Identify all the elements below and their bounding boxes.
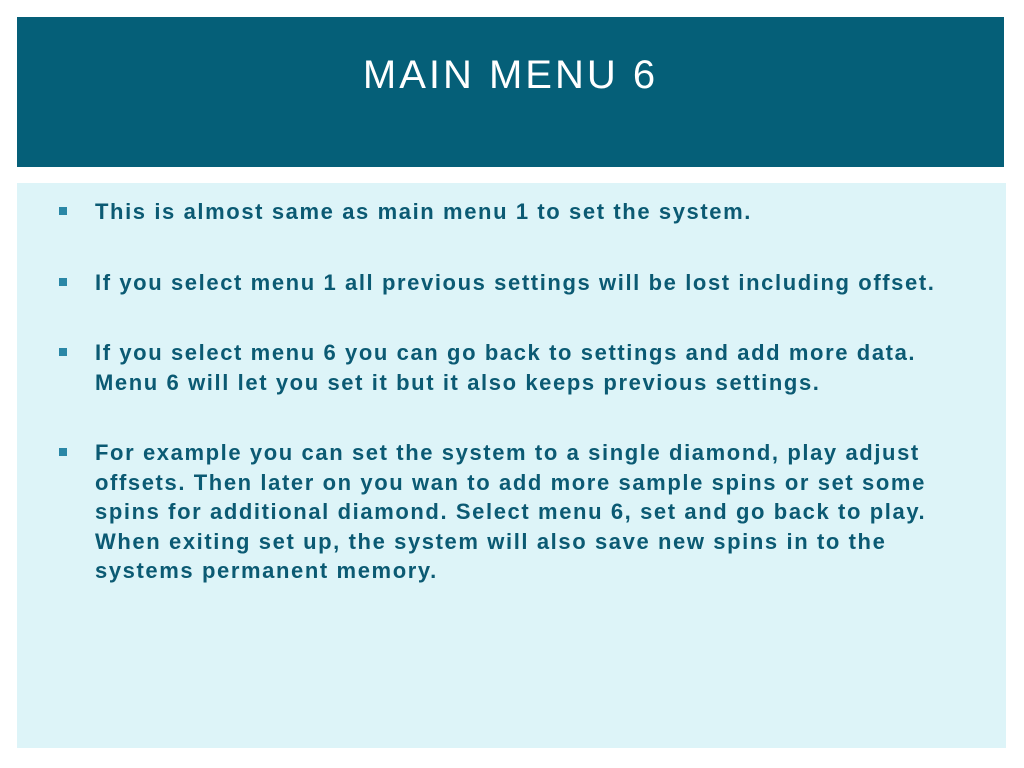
bullet-item <box>57 268 977 298</box>
bullet-text: This is almost same as main menu 1 to set the system. <box>95 199 753 224</box>
bullet-text: If you select menu 1 all previous settings will be lost including offset. <box>95 269 936 295</box>
square-bullet-icon <box>59 448 67 456</box>
bullet-list <box>57 197 977 627</box>
bullet-item <box>57 197 977 227</box>
bullet-item <box>57 438 977 586</box>
bullet-text: If you select menu 6 you can go back to settings and add more data. Menu 6 will let you set it but it also keeps previous settings. <box>95 340 917 395</box>
content-panel <box>17 183 1006 748</box>
square-bullet-icon <box>59 278 67 286</box>
bullet-text: For example you can set the system to a single diamond, play adjust offsets. Then later on you wan to add more sample spins or set some spins for additional diamond. Select menu 6, set and go back to play. When exiting set up, the system will also save new spins in to the systems permanent memory. <box>95 440 927 583</box>
square-bullet-icon <box>59 348 67 356</box>
slide-title: MAIN MENU 6 <box>362 52 659 97</box>
title-bar <box>17 17 1004 167</box>
bullet-item <box>57 338 977 397</box>
square-bullet-icon <box>59 207 67 215</box>
